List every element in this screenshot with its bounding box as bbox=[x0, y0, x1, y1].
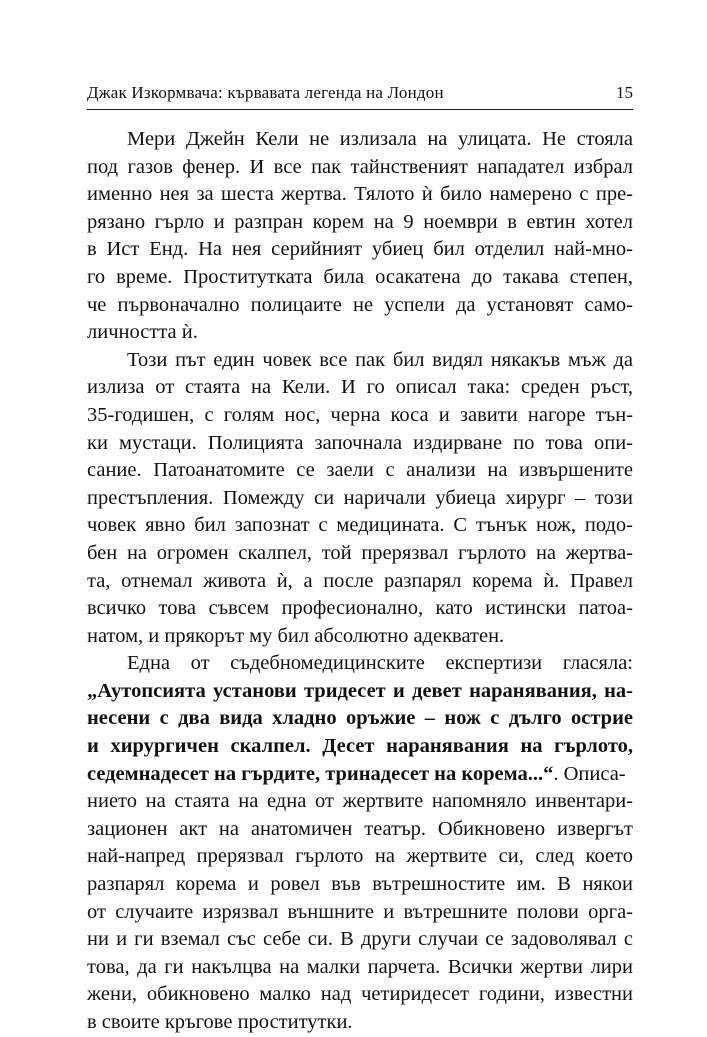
quote-line-end: седемнадесет на гърдите, тринадесет на корема...“ bbox=[87, 762, 554, 785]
text-line: всичко това съвсем професионално, като истински патоа- bbox=[87, 597, 633, 620]
text-line: жени, обикновено малко над четиридесет години, известни bbox=[87, 983, 633, 1006]
text-line: 35-годишен, с голям нос, черна коса и завити нагоре тън- bbox=[87, 403, 633, 426]
text-line: в своите кръгове проститутки. bbox=[87, 1011, 353, 1033]
text-line: разпарял корема и ровел във вътрешностите им. В някои bbox=[87, 873, 633, 896]
text-line: нието на стаята на една от жертвите напомняло инвентари- bbox=[87, 790, 633, 813]
page-number: 15 bbox=[616, 83, 633, 102]
text-line: именно нея за шеста жертва. Тялото ѝ било намерено с пре- bbox=[87, 183, 633, 206]
quote-line: и хирургичен скалпел. Десет наранявания на гърлото, bbox=[87, 735, 633, 758]
quote-line: „Аутопсията установи тридесет и девет наранявания, на- bbox=[87, 679, 633, 702]
text-line: ки мустаци. Полицията започнала издирване по това опи- bbox=[87, 431, 633, 454]
body-text bbox=[87, 126, 633, 1037]
text-line: престъпления. Помежду си наричали убиеца хирург – този bbox=[87, 486, 633, 509]
text-line: личността ѝ. bbox=[87, 321, 198, 344]
running-header bbox=[87, 83, 633, 107]
text-line: под газов фенер. И все пак тайнственият нападател избрал bbox=[87, 155, 633, 178]
text-line: Мери Джейн Кели не излизала на улицата. Не стояла bbox=[127, 128, 633, 150]
text-line: зационен акт на анатомичен театър. Обикновено извергът bbox=[87, 817, 633, 840]
quote-line: несени с два вида хладно оръжие – нож с дълго острие bbox=[87, 707, 633, 730]
text-line: натом, и прякорът му бил абсолютно адекватен. bbox=[87, 624, 505, 647]
text-line: сание. Патоанатомите се заели с анализи на извършените bbox=[87, 459, 633, 482]
running-header-title: Джак Изкормвача: кървавата легенда на Лондон bbox=[87, 83, 444, 102]
text-line: излиза от стаята на Кели. И го описал така: среден ръст, bbox=[87, 376, 633, 399]
text-line: в Ист Енд. На нея серийният убиец бил отделил най-мно- bbox=[87, 238, 633, 261]
text-line: Една от съдебномедицинските експертизи гласяла: bbox=[127, 652, 633, 675]
text-line: рязано гърло и разпран корем на 9 ноември в евтин хотел bbox=[87, 210, 633, 233]
text-line: ни и ги вземал със себе си. В други случаи се задоволявал с bbox=[87, 928, 633, 951]
text-line: че първоначално полицаите не успели да установят само- bbox=[87, 293, 633, 316]
text-line: го време. Проститутката била осакатена до такава степен, bbox=[87, 265, 633, 288]
header-divider bbox=[87, 109, 633, 110]
mixed-line bbox=[87, 761, 633, 789]
text-line: от случаите изрязвал външните и вътрешните полови орга- bbox=[87, 900, 633, 923]
text-line: човек явно бил запознат с медицината. С тънък нож, подо- bbox=[87, 514, 633, 537]
text-line: бен на огромен скалпел, той прерязвал гърлото на жертва- bbox=[87, 541, 633, 564]
text-line: та, отнемал живота ѝ, а после разпарял корема ѝ. Правел bbox=[87, 569, 633, 592]
text-line-continuation: . Описа- bbox=[553, 762, 626, 785]
text-line: най-напред прерязвал гърлото на жертвите си, след което bbox=[87, 845, 633, 868]
text-line: това, да ги накълцва на малки парчета. Всички жертви лири bbox=[87, 955, 633, 978]
text-line: Този път един човек все пак бил видял някакъв мъж да bbox=[127, 348, 633, 371]
